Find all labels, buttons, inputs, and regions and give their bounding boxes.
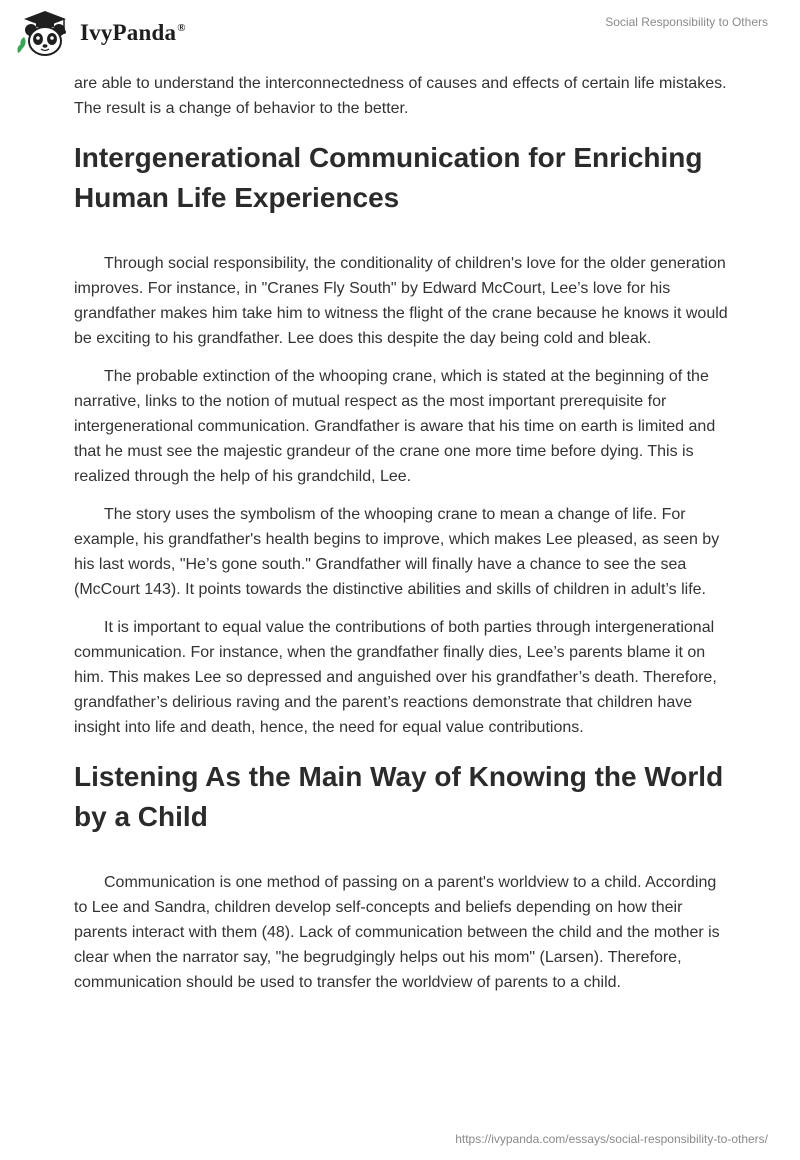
body-paragraph: The story uses the symbolism of the whooping crane to mean a change of life. For example, his grandfather's health begins to improve, which makes Lee pleased, as seen by his last words, "He’s gone south." Grandfather will finally have a chance to see the sea (McCourt 143). It points towards the distinctive abilities and skills of children in adult’s life. — [74, 506, 720, 598]
source-url[interactable]: https://ivypanda.com/essays/social-responsibility-to-others/ — [455, 1132, 768, 1146]
essay-content — [74, 71, 734, 1008]
intro-paragraph: are able to understand the interconnectedness of causes and effects of certain life mistakes. The result is a change of behavior to the better. — [74, 75, 727, 117]
brand-logo-text[interactable]: IvyPanda® — [80, 20, 186, 45]
body-paragraph: It is important to equal value the contributions of both parties through intergenerational communication. For instance, when the grandfather finally dies, Lee’s parents blame it on him. This makes Lee so depressed and anguished over his grandfather’s death. Therefore, grandfather’s delirious raving and the parent’s reactions demonstrate that children have insight into life and death, hence, the need for equal value contributions. — [74, 619, 717, 736]
body-paragraph: Communication is one method of passing on a parent's worldview to a child. According to Lee and Sandra, children develop self-concepts and beliefs depending on how their parents interact with them (48). Lack of communication between the child and the mother is clear when the narrator say, "he begrudgingly helps out his mom" (Larsen). Therefore, communication should be used to transfer the worldview of parents to a child. — [74, 874, 720, 991]
body-paragraph: Through social responsibility, the conditionality of children's love for the older generation improves. For instance, in "Cranes Fly South" by Edward McCourt, Lee’s love for his grandfather makes him take him to witness the flight of the crane because he knows it would be exciting to his grandfather. Lee does this despite the day being cold and bleak. — [74, 255, 728, 347]
panda-graduate-icon[interactable] — [14, 9, 76, 59]
document-title: Social Responsibility to Others — [605, 15, 768, 29]
registered-mark: ® — [177, 22, 186, 35]
body-paragraph: The probable extinction of the whooping crane, which is stated at the beginning of the narrative, links to the notion of mutual respect as the most important prerequisite for intergenerational communication. Grandfather is aware that his time on earth is limited and that he must see the majestic grandeur of the crane one more time before dying. This is realized through the help of his grandchild, Lee. — [74, 368, 716, 485]
page-header — [0, 0, 800, 70]
section-heading: Listening As the Main Way of Knowing the World by a Child — [74, 761, 724, 832]
section-heading: Intergenerational Communication for Enriching Human Life Experiences — [74, 142, 703, 213]
